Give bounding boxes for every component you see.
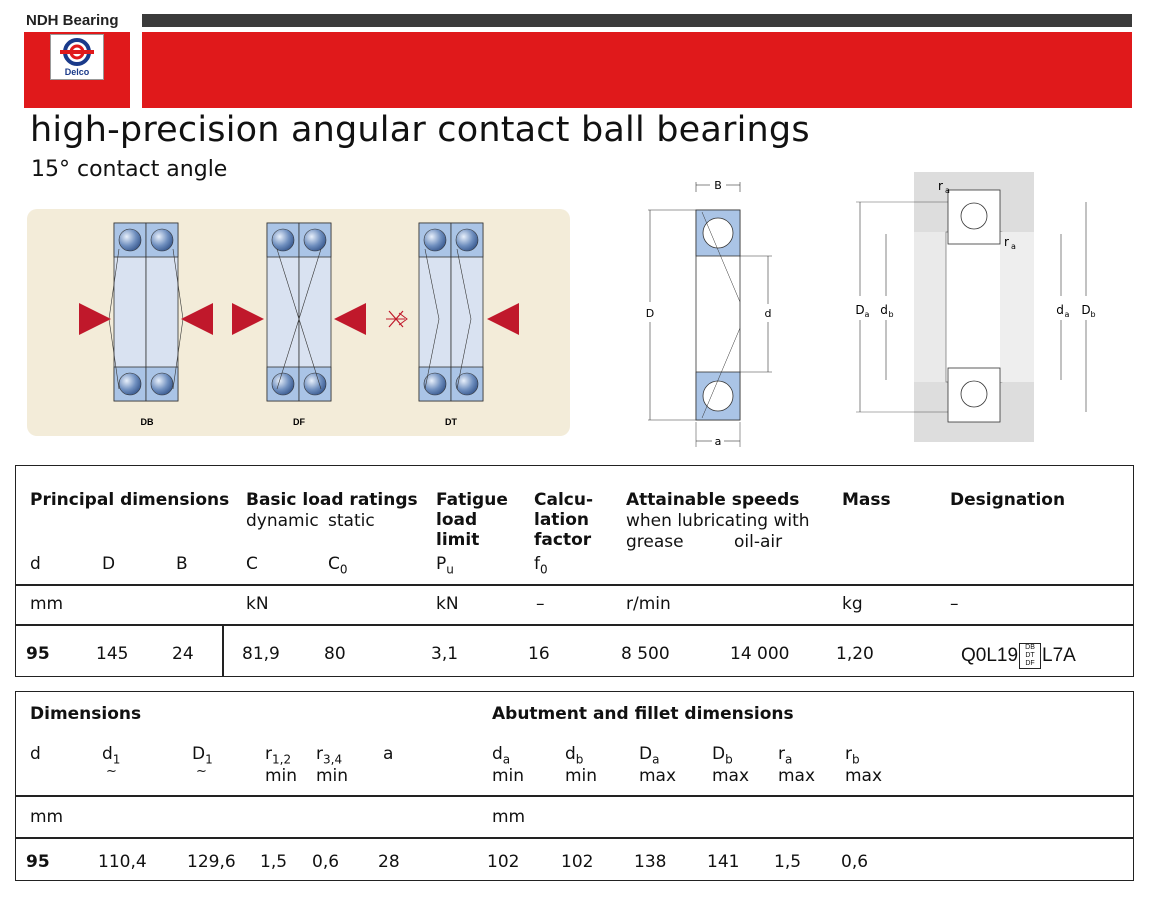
abutment-drawing (846, 172, 1106, 448)
value-db: 102 (561, 852, 594, 872)
dim-label-da-upper: D (855, 303, 865, 317)
unit-mm-abutment: mm (492, 807, 526, 827)
header-fatigue-1: Fatigue (436, 490, 508, 510)
qualifier-d1: ~ (106, 764, 117, 779)
abutment-data-table (15, 691, 1134, 881)
dim-label-d-inner: d (764, 307, 772, 320)
header-calc-3: factor (534, 530, 592, 550)
symbol-C0: $C_0$ (328, 554, 348, 577)
unit-mm: mm (30, 594, 64, 614)
qualifier-Da: max (639, 766, 677, 786)
value-D1: 129,6 (187, 852, 236, 872)
page-title: high-precision angular contact ball bearings (30, 110, 810, 150)
header-mass: Mass (842, 490, 891, 510)
dim-label-da-lower: d (1056, 303, 1064, 317)
dim-label-ra-top: r (938, 179, 943, 193)
value-Db: 141 (707, 852, 740, 872)
symbol-d1: $d_1$ (102, 744, 121, 767)
value-B: 24 (172, 644, 194, 664)
symbol-ra: $r_a$ (778, 744, 793, 767)
symbol-db: $d_b$ (565, 744, 584, 767)
qualifier-Db: max (712, 766, 750, 786)
unit-kn-load: kN (246, 594, 269, 614)
header-oil-air: oil-air (734, 532, 783, 552)
arrangement-label-df: DF (293, 417, 305, 427)
qualifier-r34: min (316, 766, 349, 786)
unit-speed: r/min (626, 594, 671, 614)
arrangement-code-box: DB DT DF (1019, 643, 1041, 669)
symbol-D1: $D_1$ (192, 744, 213, 767)
symbol-r34: $r_{3,4}$ (316, 744, 343, 767)
divider (16, 837, 1133, 839)
qualifier-rb: max (845, 766, 883, 786)
page-subtitle: 15° contact angle (31, 157, 228, 182)
header-static: static (328, 511, 375, 531)
divider (16, 584, 1133, 586)
header-attainable-speeds: Attainable speeds (626, 490, 800, 510)
value-r34: 0,6 (312, 852, 340, 872)
arrangement-label-db: DB (140, 417, 154, 427)
value-grease-speed: 8 500 (621, 644, 670, 664)
value-ra: 1,5 (774, 852, 802, 872)
header-grease: grease (626, 532, 684, 552)
svg-text:a: a (864, 310, 870, 319)
value-d: 95 (26, 852, 50, 872)
symbol-Db: $D_b$ (712, 744, 733, 767)
header-calc-1: Calcu- (534, 490, 594, 510)
dim-label-db-lower: d (880, 303, 888, 317)
logo-text: Delco (64, 67, 90, 77)
dim-label-db-upper: D (1081, 303, 1091, 317)
symbol-C: C (246, 554, 258, 574)
value-a: 28 (378, 852, 400, 872)
symbol-d: d (30, 554, 41, 574)
symbol-r12: $r_{1,2}$ (265, 744, 292, 767)
header-dark-bar (142, 14, 1132, 27)
qualifier-D1: ~ (196, 764, 207, 779)
symbol-B: B (176, 554, 188, 574)
header-basic-load-ratings: Basic load ratings (246, 490, 418, 510)
symbol-da: $d_a$ (492, 744, 511, 767)
dim-label-d-outer: D (645, 307, 655, 320)
symbol-rb: $r_b$ (845, 744, 860, 767)
header-designation: Designation (950, 490, 1066, 510)
header-fatigue-2: load (436, 510, 478, 530)
value-f0: 16 (528, 644, 550, 664)
symbol-a: a (383, 744, 394, 764)
value-Pu: 3,1 (431, 644, 459, 664)
unit-mass: kg (842, 594, 863, 614)
bearing-data-table (15, 465, 1134, 677)
symbol-d: d (30, 744, 41, 764)
qualifier-db: min (565, 766, 598, 786)
svg-text:a: a (1064, 310, 1070, 319)
value-r12: 1,5 (260, 852, 288, 872)
value-D: 145 (96, 644, 129, 664)
value-mass: 1,20 (836, 644, 874, 664)
symbol-D: D (102, 554, 116, 574)
symbol-f0: $f_0$ (534, 554, 548, 577)
qualifier-da: min (492, 766, 525, 786)
svg-text:b: b (888, 310, 894, 319)
delco-logo (50, 34, 104, 80)
unit-kn-fatigue: kN (436, 594, 459, 614)
value-C0: 80 (324, 644, 346, 664)
unit-calc: – (536, 594, 545, 614)
value-Da: 138 (634, 852, 667, 872)
value-designation: Q0L19 DB DT DF L7A (961, 644, 1076, 667)
dim-label-a: a (714, 435, 722, 448)
svg-text:a: a (1011, 242, 1016, 251)
qualifier-r12: min (265, 766, 298, 786)
bearing-section-drawing (630, 172, 790, 454)
svg-text:a: a (945, 186, 950, 195)
header-speeds-sub: when lubricating with (626, 511, 810, 531)
value-C: 81,9 (242, 644, 280, 664)
qualifier-ra: max (778, 766, 816, 786)
header-abutment-fillet: Abutment and fillet dimensions (492, 704, 794, 724)
header-calc-2: lation (534, 510, 590, 530)
value-rb: 0,6 (841, 852, 869, 872)
value-d1: 110,4 (98, 852, 147, 872)
header-principal-dimensions: Principal dimensions (30, 490, 230, 510)
svg-text:b: b (1090, 310, 1096, 319)
header-dynamic: dynamic (246, 511, 319, 531)
header-dimensions: Dimensions (30, 704, 142, 724)
arrangement-panel (27, 209, 570, 436)
arrangement-diagram (27, 209, 570, 436)
symbol-Pu: $P_u$ (436, 554, 454, 577)
symbol-Da: $D_a$ (639, 744, 660, 767)
unit-mm-dimensions: mm (30, 807, 64, 827)
divider (16, 624, 1133, 626)
value-d: 95 (26, 644, 50, 664)
dim-label-b: B (714, 179, 722, 192)
brand-name: NDH Bearing (26, 12, 119, 29)
arrangement-label-dt: DT (445, 417, 457, 427)
header-red-banner (142, 32, 1132, 108)
header-fatigue-3: limit (436, 530, 480, 550)
unit-designation: – (950, 594, 959, 614)
value-da: 102 (487, 852, 520, 872)
divider (222, 624, 224, 676)
dim-label-ra-side: r (1004, 235, 1009, 249)
value-oil-air-speed: 14 000 (730, 644, 790, 664)
divider (16, 795, 1133, 797)
